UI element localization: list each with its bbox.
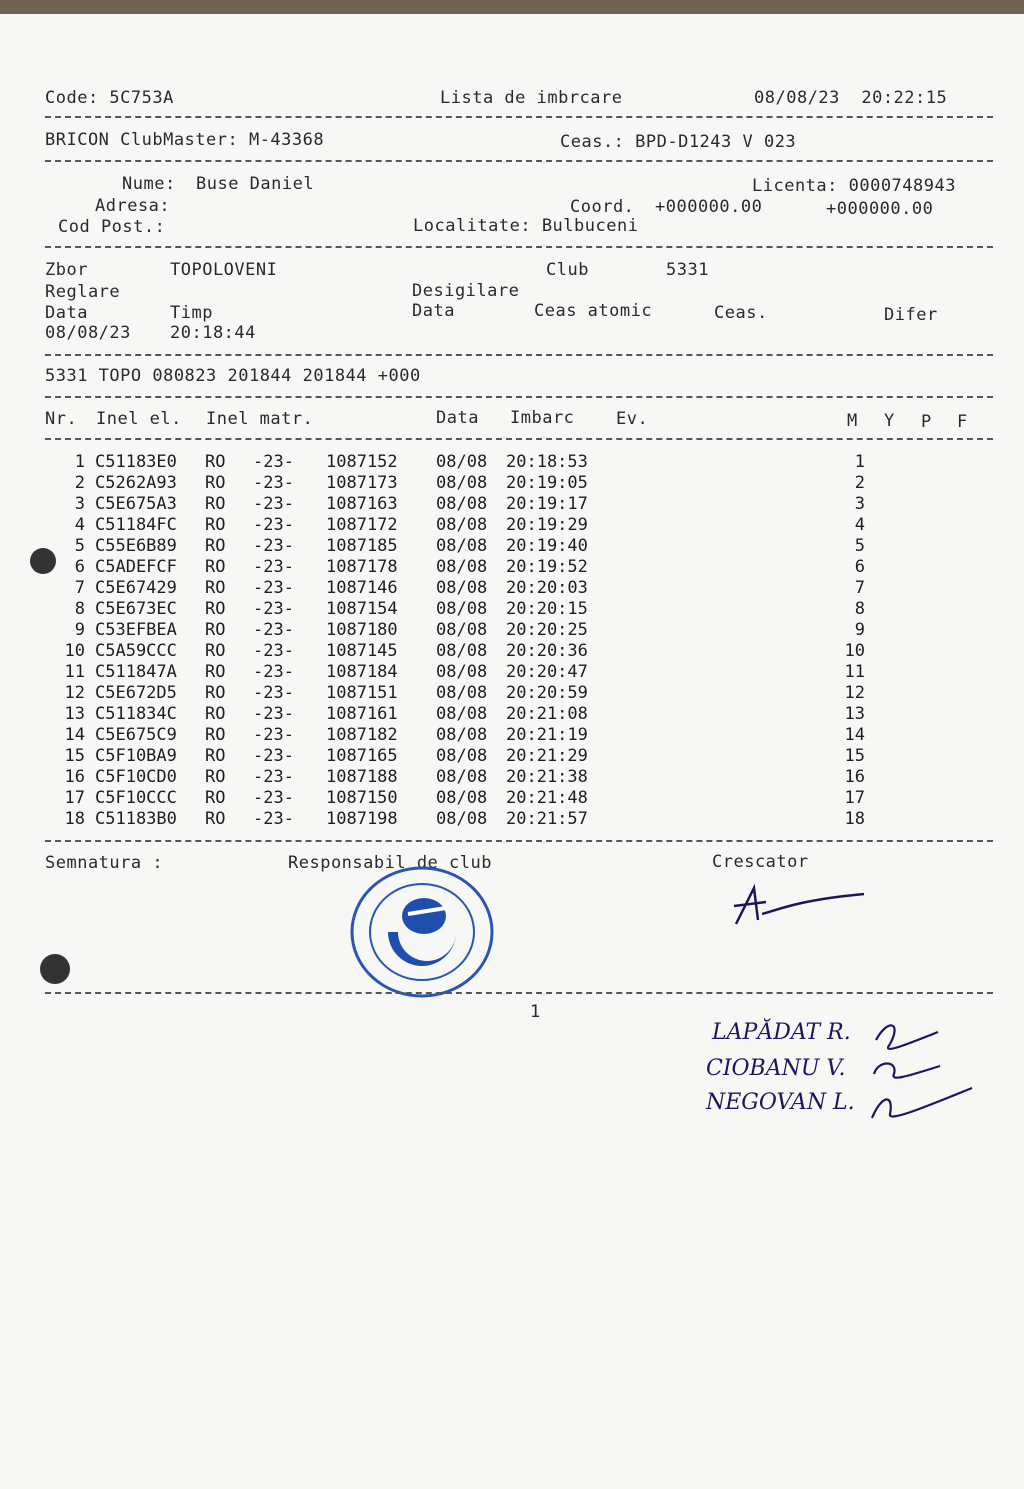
cell-nr: 4 (74, 515, 85, 535)
table-row (45, 725, 945, 746)
cell-country: RO (205, 578, 226, 598)
print-datetime: 08/08/23 20:22:15 (754, 88, 948, 108)
cell-year: -23- (253, 683, 294, 703)
cell-country: RO (205, 620, 226, 640)
cell-ring-el: C51183E0 (95, 452, 177, 472)
page-number: 1 (530, 1002, 541, 1022)
separator (45, 354, 993, 356)
cell-time: 20:20:47 (506, 662, 588, 682)
cell-nr: 18 (64, 809, 85, 829)
cell-year: -23- (253, 452, 294, 472)
flight-name: TOPOLOVENI (170, 260, 278, 280)
cell-year: -23- (253, 704, 294, 724)
table-row (45, 578, 945, 599)
table-row (45, 767, 945, 788)
club-stamp (348, 862, 498, 1002)
table-row (45, 473, 945, 494)
cell-nr: 2 (74, 473, 85, 493)
cell-time: 20:20:03 (506, 578, 588, 598)
cell-rank: 16 (844, 767, 865, 787)
cell-date: 08/08 (436, 704, 488, 724)
table-row (45, 809, 945, 830)
cell-rank: 7 (854, 578, 865, 598)
coord-y: +000000.00 (826, 199, 934, 219)
cell-date: 08/08 (436, 662, 488, 682)
signature-label: Semnatura : (45, 853, 164, 873)
cell-rank: 12 (844, 683, 865, 703)
cell-time: 20:19:52 (506, 557, 588, 577)
cell-country: RO (205, 725, 226, 745)
table-row (45, 494, 945, 515)
cell-nr: 3 (74, 494, 85, 514)
cell-ring-number: 1087198 (326, 809, 398, 829)
cell-rank: 17 (844, 788, 865, 808)
cell-time: 20:21:38 (506, 767, 588, 787)
cell-rank: 2 (854, 473, 865, 493)
document-title: Lista de imbrcare (440, 88, 623, 108)
cell-ring-number: 1087180 (326, 620, 398, 640)
cell-ring-el: C5A59CCC (95, 641, 177, 661)
cell-rank: 6 (854, 557, 865, 577)
cell-time: 20:20:25 (506, 620, 588, 640)
cell-ring-el: C5E673EC (95, 599, 177, 619)
coord-label: Coord. (570, 197, 635, 217)
cell-date: 08/08 (436, 494, 488, 514)
col-header-f: F (957, 412, 968, 432)
cell-date: 08/08 (436, 683, 488, 703)
cell-country: RO (205, 704, 226, 724)
cell-country: RO (205, 557, 226, 577)
cell-nr: 5 (74, 536, 85, 556)
cell-country: RO (205, 599, 226, 619)
table-row (45, 746, 945, 767)
cell-ring-el: C5E67429 (95, 578, 177, 598)
table-row (45, 662, 945, 683)
cell-nr: 13 (64, 704, 85, 724)
cell-time: 20:21:48 (506, 788, 588, 808)
cell-country: RO (205, 515, 226, 535)
cell-ring-el: C511847A (95, 662, 177, 682)
cell-date: 08/08 (436, 515, 488, 535)
table-row (45, 557, 945, 578)
coord-x: +000000.00 (655, 197, 763, 217)
cell-date: 08/08 (436, 767, 488, 787)
cell-country: RO (205, 662, 226, 682)
reglare-label: Reglare (45, 282, 121, 302)
cell-year: -23- (253, 515, 294, 535)
cell-ring-number: 1087145 (326, 641, 398, 661)
cell-ring-number: 1087151 (326, 683, 398, 703)
cell-year: -23- (253, 746, 294, 766)
separator (45, 396, 993, 398)
flight-label: Zbor (45, 260, 88, 280)
cell-time: 20:19:05 (506, 473, 588, 493)
desigilare-data-label: Data (412, 301, 455, 321)
cell-year: -23- (253, 809, 294, 829)
cell-country: RO (205, 767, 226, 787)
cell-time: 20:21:08 (506, 704, 588, 724)
col-header-imbarc: Imbarc (510, 408, 575, 428)
cell-nr: 10 (64, 641, 85, 661)
binder-hole (40, 954, 70, 984)
cell-time: 20:19:17 (506, 494, 588, 514)
handwritten-name-3: NEGOVAN L. (706, 1090, 855, 1115)
separator (45, 160, 993, 162)
cell-ring-number: 1087184 (326, 662, 398, 682)
binder-hole (30, 548, 56, 574)
difference-label: Difer (884, 305, 938, 325)
cell-time: 20:18:53 (506, 452, 588, 472)
clock-id: Ceas.: BPD-D1243 V 023 (560, 132, 797, 152)
cell-year: -23- (253, 725, 294, 745)
cell-ring-el: C53EFBEA (95, 620, 177, 640)
separator (45, 246, 993, 248)
desigilare-label: Desigilare (412, 281, 520, 301)
cell-year: -23- (253, 494, 294, 514)
cell-nr: 11 (64, 662, 85, 682)
cell-country: RO (205, 683, 226, 703)
cell-time: 20:21:29 (506, 746, 588, 766)
cell-country: RO (205, 809, 226, 829)
cell-nr: 6 (74, 557, 85, 577)
cell-ring-el: C5262A93 (95, 473, 177, 493)
table-row (45, 536, 945, 557)
cell-ring-number: 1087188 (326, 767, 398, 787)
cell-date: 08/08 (436, 788, 488, 808)
cell-country: RO (205, 641, 226, 661)
cell-year: -23- (253, 767, 294, 787)
cell-ring-el: C55E6B89 (95, 536, 177, 556)
name-label: Nume: (122, 174, 176, 194)
cell-rank: 1 (854, 452, 865, 472)
cell-time: 20:20:15 (506, 599, 588, 619)
cell-time: 20:21:19 (506, 725, 588, 745)
committee-signatures (868, 1014, 978, 1130)
owner-name: Buse Daniel (196, 174, 315, 194)
col-header-p: P (921, 412, 932, 432)
cell-year: -23- (253, 557, 294, 577)
table-row (45, 641, 945, 662)
atomic-clock-label: Ceas atomic (534, 301, 653, 321)
cell-date: 08/08 (436, 809, 488, 829)
cell-rank: 10 (844, 641, 865, 661)
cell-ring-el: C5F10BA9 (95, 746, 177, 766)
licence-number: Licenta: 0000748943 (752, 176, 956, 196)
cell-rank: 14 (844, 725, 865, 745)
cell-ring-number: 1087154 (326, 599, 398, 619)
cell-ring-number: 1087165 (326, 746, 398, 766)
cell-rank: 11 (844, 662, 865, 682)
cell-nr: 8 (74, 599, 85, 619)
cell-date: 08/08 (436, 641, 488, 661)
reglare-time: 20:18:44 (170, 323, 256, 343)
timp-label: Timp (170, 303, 213, 323)
cell-nr: 9 (74, 620, 85, 640)
breeder-signature (728, 880, 868, 936)
cell-date: 08/08 (436, 725, 488, 745)
cell-ring-number: 1087185 (326, 536, 398, 556)
club-responsible-label: Responsabil de club (288, 853, 492, 873)
cell-nr: 17 (64, 788, 85, 808)
cell-time: 20:21:57 (506, 809, 588, 829)
cell-time: 20:19:29 (506, 515, 588, 535)
cell-nr: 14 (64, 725, 85, 745)
cell-date: 08/08 (436, 473, 488, 493)
cell-country: RO (205, 746, 226, 766)
cell-ring-number: 1087173 (326, 473, 398, 493)
cell-ring-el: C5E675A3 (95, 494, 177, 514)
table-row (45, 515, 945, 536)
reglare-date: 08/08/23 (45, 323, 131, 343)
cell-ring-number: 1087163 (326, 494, 398, 514)
club-number: 5331 (666, 260, 709, 280)
cell-year: -23- (253, 641, 294, 661)
cell-rank: 18 (844, 809, 865, 829)
cell-date: 08/08 (436, 599, 488, 619)
table-row (45, 452, 945, 473)
locality: Localitate: Bulbuceni (413, 216, 639, 236)
separator (45, 992, 993, 994)
cell-rank: 9 (854, 620, 865, 640)
clock-label: Ceas. (714, 303, 768, 323)
cell-nr: 7 (74, 578, 85, 598)
cell-nr: 15 (64, 746, 85, 766)
cell-rank: 4 (854, 515, 865, 535)
cell-ring-number: 1087161 (326, 704, 398, 724)
cell-nr: 16 (64, 767, 85, 787)
cell-time: 20:19:40 (506, 536, 588, 556)
address-label: Adresa: (95, 196, 171, 216)
table-row (45, 704, 945, 725)
clubmaster-id: BRICON ClubMaster: M-43368 (45, 130, 325, 150)
cell-date: 08/08 (436, 746, 488, 766)
cell-country: RO (205, 473, 226, 493)
cell-time: 20:20:36 (506, 641, 588, 661)
cell-country: RO (205, 452, 226, 472)
cell-rank: 3 (854, 494, 865, 514)
cell-ring-el: C5E672D5 (95, 683, 177, 703)
cell-rank: 5 (854, 536, 865, 556)
cell-nr: 12 (64, 683, 85, 703)
breeder-label: Crescator (712, 852, 809, 872)
cell-ring-el: C5F10CCC (95, 788, 177, 808)
cell-date: 08/08 (436, 536, 488, 556)
cell-nr: 1 (74, 452, 85, 472)
cell-date: 08/08 (436, 578, 488, 598)
cell-date: 08/08 (436, 557, 488, 577)
cell-rank: 15 (844, 746, 865, 766)
cell-ring-number: 1087172 (326, 515, 398, 535)
col-header-ring-matr: Inel matr. (206, 409, 314, 429)
cell-year: -23- (253, 578, 294, 598)
cell-ring-el: C5E675C9 (95, 725, 177, 745)
cell-year: -23- (253, 620, 294, 640)
summary-line: 5331 TOPO 080823 201844 201844 +000 (45, 366, 421, 386)
col-header-m: M (847, 411, 858, 431)
cell-rank: 13 (844, 704, 865, 724)
data-label: Data (45, 303, 88, 323)
cell-year: -23- (253, 473, 294, 493)
cell-year: -23- (253, 788, 294, 808)
cell-ring-number: 1087146 (326, 578, 398, 598)
postcode-label: Cod Post.: (58, 217, 166, 237)
club-label: Club (546, 260, 589, 280)
cell-country: RO (205, 494, 226, 514)
cell-ring-el: C51183B0 (95, 809, 177, 829)
col-header-nr: Nr. (45, 409, 78, 429)
cell-rank: 8 (854, 599, 865, 619)
cell-country: RO (205, 536, 226, 556)
table-row (45, 599, 945, 620)
separator (45, 840, 993, 842)
cell-date: 08/08 (436, 452, 488, 472)
cell-date: 08/08 (436, 620, 488, 640)
col-header-y: Y (884, 411, 895, 431)
col-header-date: Data (436, 408, 479, 428)
cell-year: -23- (253, 662, 294, 682)
cell-ring-el: C511834C (95, 704, 177, 724)
table-row (45, 683, 945, 704)
separator (45, 116, 993, 118)
col-header-ring-el: Inel el. (96, 409, 182, 429)
cell-year: -23- (253, 599, 294, 619)
code-label: Code: 5C753A (45, 88, 174, 108)
separator (45, 438, 993, 440)
table-row (45, 620, 945, 641)
handwritten-name-2: CIOBANU V. (706, 1056, 846, 1081)
cell-ring-el: C5ADEFCF (95, 557, 177, 577)
cell-year: -23- (253, 536, 294, 556)
cell-ring-el: C5F10CD0 (95, 767, 177, 787)
cell-time: 20:20:59 (506, 683, 588, 703)
handwritten-name-1: LAPĂDAT R. (712, 1020, 851, 1045)
col-header-ev: Ev. (616, 409, 649, 429)
cell-country: RO (205, 788, 226, 808)
cell-ring-number: 1087152 (326, 452, 398, 472)
cell-ring-number: 1087178 (326, 557, 398, 577)
cell-ring-number: 1087182 (326, 725, 398, 745)
cell-ring-number: 1087150 (326, 788, 398, 808)
table-row (45, 788, 945, 809)
scan-top-edge (0, 0, 1024, 14)
cell-ring-el: C51184FC (95, 515, 177, 535)
